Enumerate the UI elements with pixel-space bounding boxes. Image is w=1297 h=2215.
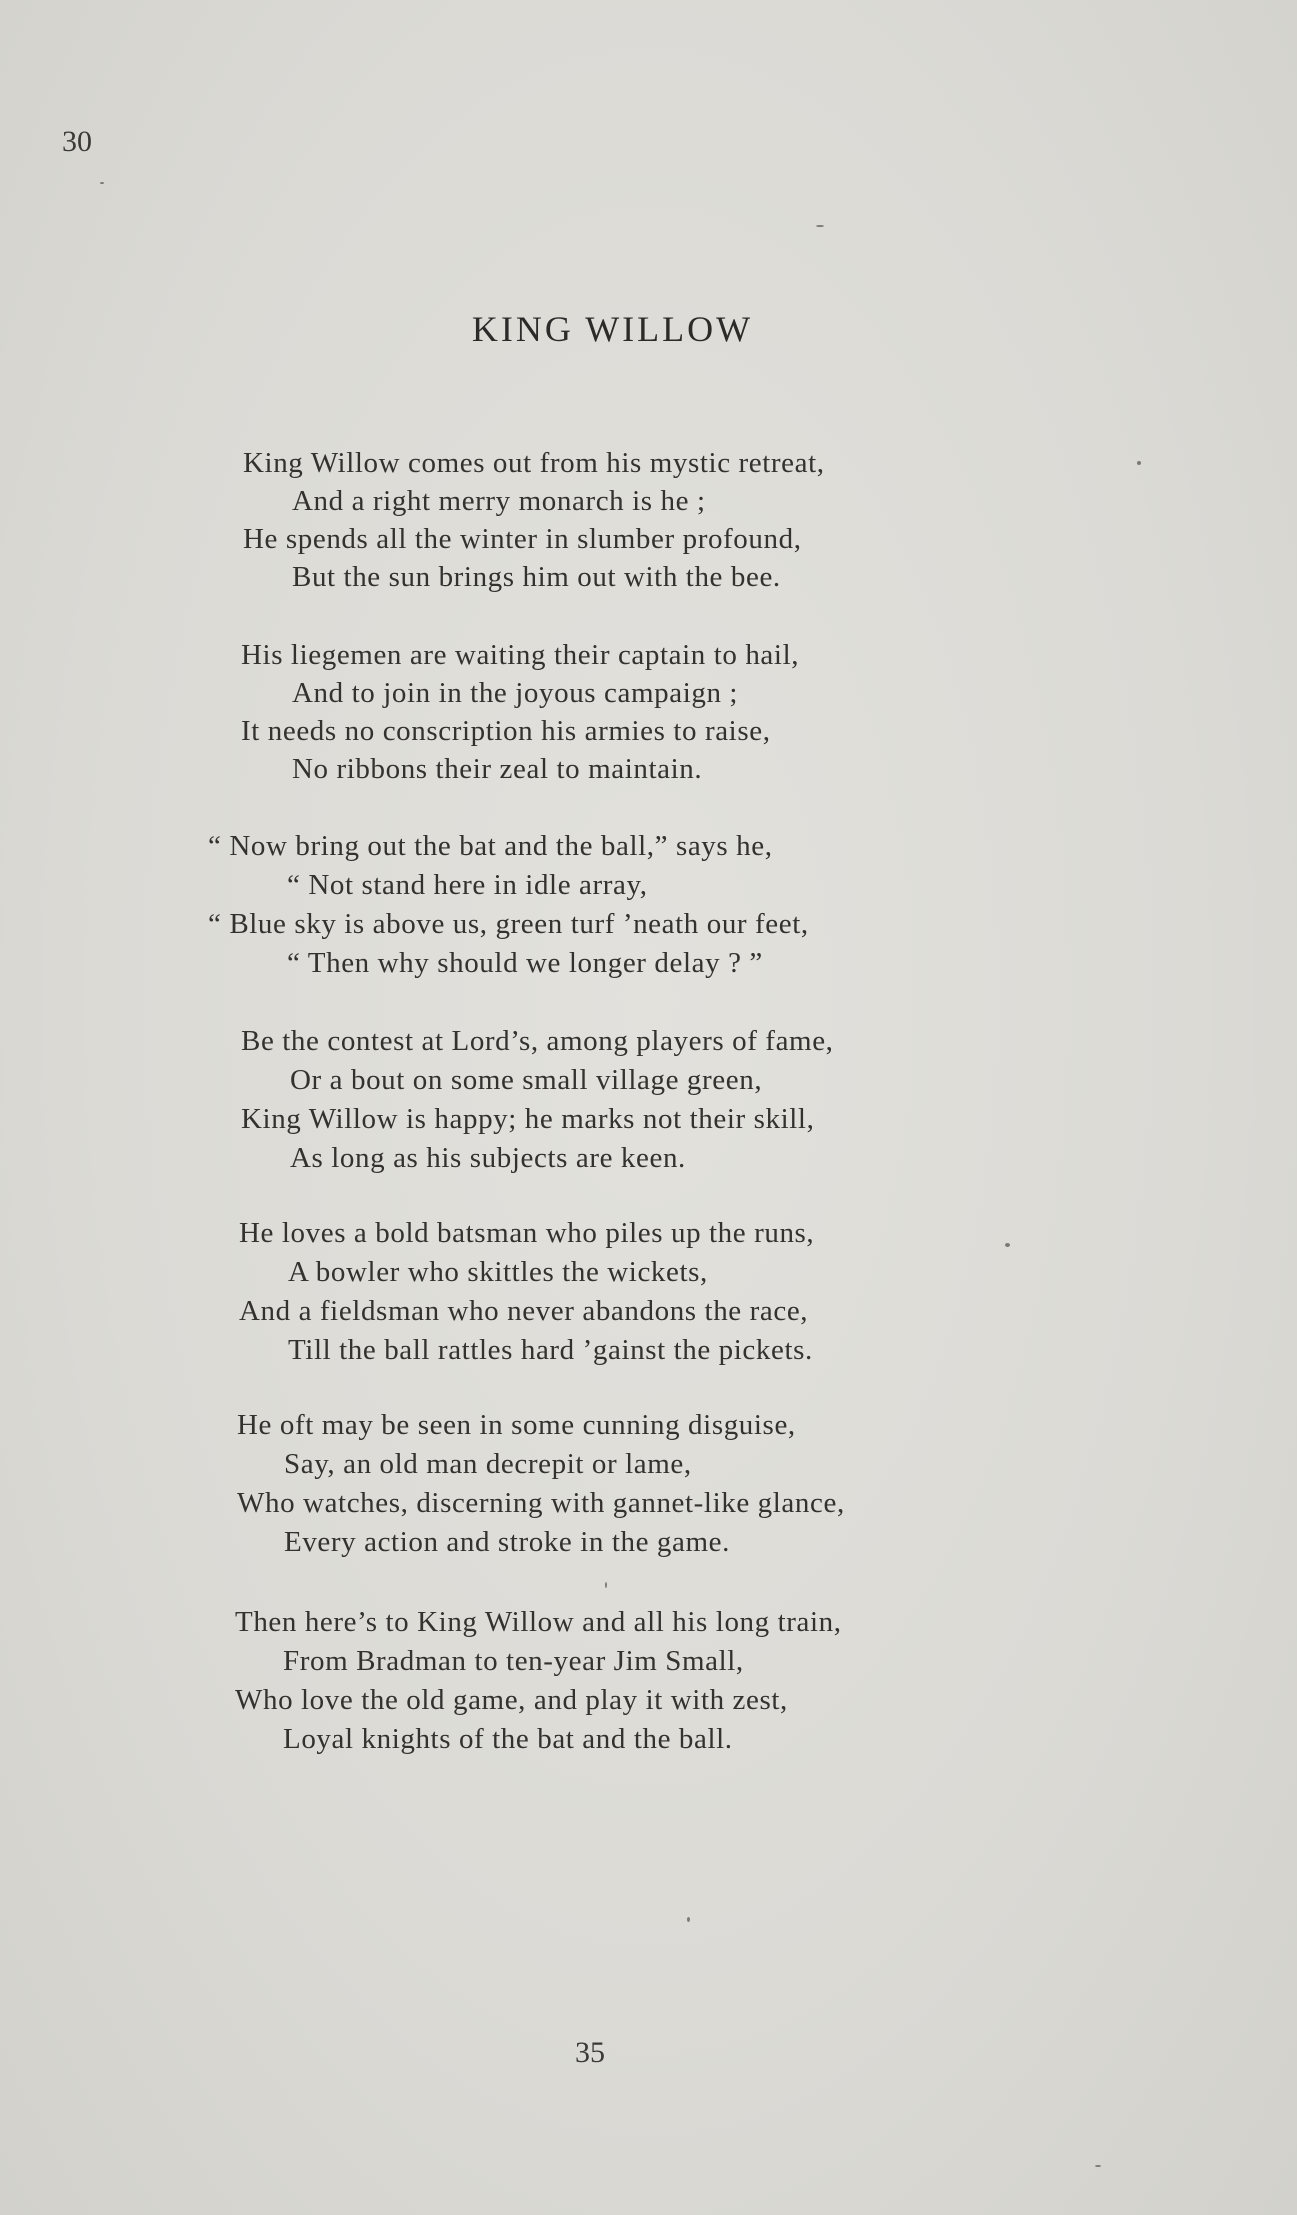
paper-speck <box>100 182 104 184</box>
poem-line: He loves a bold batsman who piles up the runs, <box>239 1217 815 1249</box>
poem-line: His liegemen are waiting their captain to hail, <box>241 639 800 671</box>
poem-line: Say, an old man decrepit or lame, <box>284 1448 692 1480</box>
poem-line: And a right merry monarch is he ; <box>292 485 706 517</box>
paper-speck <box>1137 461 1141 465</box>
paper-speck <box>687 1917 690 1922</box>
poem-line: Loyal knights of the bat and the ball. <box>283 1723 733 1755</box>
paper-speck <box>1005 1243 1010 1247</box>
poem-line: “ Blue sky is above us, green turf ’neath our feet, <box>208 908 809 940</box>
poem-line: Or a bout on some small village green, <box>290 1064 763 1096</box>
poem-line: Every action and stroke in the game. <box>284 1526 730 1558</box>
poem-line: He oft may be seen in some cunning disguise, <box>237 1409 796 1441</box>
poem-line: “ Then why should we longer delay ? ” <box>287 947 763 979</box>
poem-line: Who love the old game, and play it with zest, <box>235 1684 788 1716</box>
poem-line: “ Not stand here in idle array, <box>287 869 648 901</box>
poem-line: Be the contest at Lord’s, among players of fame, <box>241 1025 834 1057</box>
poem-title: KING WILLOW <box>471 309 754 349</box>
paper-speck <box>1095 2165 1101 2167</box>
poem-line: King Willow comes out from his mystic retreat, <box>243 447 825 479</box>
poem-line: As long as his subjects are keen. <box>290 1142 686 1174</box>
poem-line: King Willow is happy; he marks not their skill, <box>241 1103 815 1135</box>
paper-speck <box>605 1582 607 1588</box>
poem-line: But the sun brings him out with the bee. <box>292 561 781 593</box>
poem-line: “ Now bring out the bat and the ball,” says he, <box>208 830 773 862</box>
poem-line: Who watches, discerning with gannet-like glance, <box>237 1487 845 1519</box>
poem-line: It needs no conscription his armies to raise, <box>241 715 771 747</box>
poem-line: From Bradman to ten-year Jim Small, <box>283 1645 744 1677</box>
poem-line: No ribbons their zeal to maintain. <box>292 753 703 785</box>
poem-line: Then here’s to King Willow and all his long train, <box>235 1606 842 1638</box>
poem-line: And a fieldsman who never abandons the race, <box>239 1295 809 1327</box>
poem-line: A bowler who skittles the wickets, <box>288 1256 708 1288</box>
poem-line: He spends all the winter in slumber profound, <box>243 523 802 555</box>
paper-speck <box>816 225 824 227</box>
page-number: 35 <box>575 2036 605 2069</box>
poem-line: Till the ball rattles hard ’gainst the pickets. <box>288 1334 813 1366</box>
poem-line: And to join in the joyous campaign ; <box>292 677 739 709</box>
corner-page-number: 30 <box>62 125 92 158</box>
